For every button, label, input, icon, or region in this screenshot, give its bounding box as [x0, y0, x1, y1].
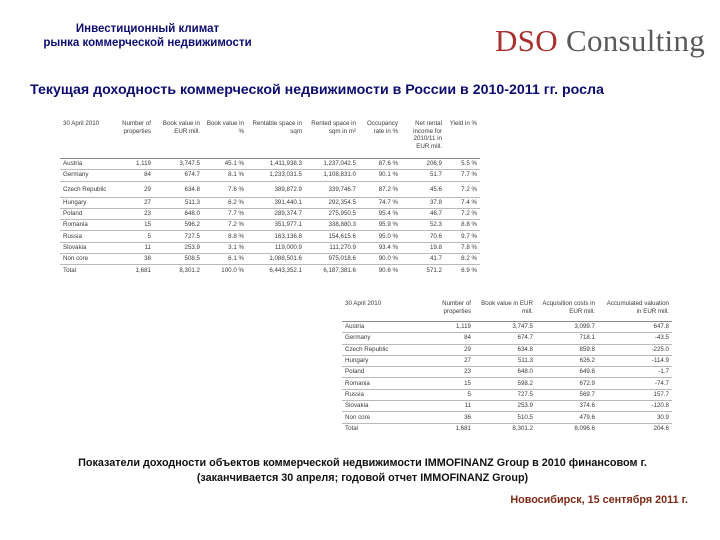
table-cell: 7.7 %: [203, 208, 247, 219]
column-header: Net rental income for 2010/11 in EUR mill.: [401, 118, 445, 159]
table-cell: 7.2 %: [445, 181, 480, 197]
table-cell: 46.7: [401, 208, 445, 219]
yield-table-header-row: [60, 118, 480, 159]
table-cell: 648.0: [474, 367, 536, 378]
row-label-cell: Non core: [60, 254, 118, 265]
table-cell: 510.5: [474, 412, 536, 423]
table-cell: 7.8 %: [445, 242, 480, 253]
row-label-cell: Poland: [342, 367, 424, 378]
table-row: [342, 412, 672, 423]
table-cell: 727.5: [154, 231, 203, 242]
column-header: 30 April 2010: [60, 118, 118, 159]
table-row: [342, 355, 672, 366]
table-row: [342, 378, 672, 389]
table-cell: 23: [118, 208, 154, 219]
table-cell: 3.1 %: [203, 242, 247, 253]
table-cell: 8.8 %: [445, 220, 480, 231]
table-cell: 649.8: [536, 367, 598, 378]
row-label-cell: Slovakia: [60, 242, 118, 253]
table-row: [60, 265, 480, 276]
table-cell: 29: [424, 344, 474, 355]
table-cell: 154,615.6: [305, 231, 359, 242]
table-cell: 7.6 %: [203, 181, 247, 197]
table-cell: 1,411,938.3: [247, 159, 305, 170]
table-cell: 90.0 %: [359, 254, 401, 265]
table-cell: 45.1 %: [203, 159, 247, 170]
table-cell: 19.8: [401, 242, 445, 253]
table-row: [60, 197, 480, 208]
table-cell: 634.8: [154, 181, 203, 197]
table-cell: 36: [424, 412, 474, 423]
table-row: [60, 231, 480, 242]
table-cell: 511.3: [154, 197, 203, 208]
table-cell: 51.7: [401, 170, 445, 181]
table-cell: 253.9: [474, 401, 536, 412]
table-cell: 11: [424, 401, 474, 412]
table-cell: 1,108,831.0: [305, 170, 359, 181]
table-cell: 596.2: [154, 220, 203, 231]
table-cell: 8.1 %: [203, 170, 247, 181]
table-cell: 1,681: [135, 266, 151, 274]
valuation-table-header-row: [342, 298, 672, 322]
table-cell: 15: [424, 378, 474, 389]
table-cell: 569.7: [536, 389, 598, 400]
table-cell: 508.5: [154, 254, 203, 265]
table-cell: 11: [118, 242, 154, 253]
table-cell: 6.1 %: [203, 254, 247, 265]
table-cell: -43.5: [598, 333, 672, 344]
table-cell: 7.2 %: [203, 220, 247, 231]
table-cell: 204.6: [653, 424, 669, 432]
table-cell: 95.0 %: [359, 231, 401, 242]
table-cell: 84: [118, 170, 154, 181]
column-header: Occupancy rate in %: [359, 118, 401, 159]
table-cell: 95.4 %: [359, 208, 401, 219]
table-cell: 5: [424, 389, 474, 400]
valuation-table-grid: [342, 298, 672, 434]
logo-dso: DSO: [495, 23, 558, 58]
row-label-cell: Russia: [342, 389, 424, 400]
table-cell: 389,872.9: [247, 181, 305, 197]
table-cell: 90.1 %: [359, 170, 401, 181]
table-cell: 292,354.5: [305, 197, 359, 208]
table-row: [342, 423, 672, 434]
table-row: [342, 367, 672, 378]
logo-consulting: Consulting: [565, 23, 706, 58]
column-header: Rented space in sqm in m²: [305, 118, 359, 159]
table-row: [60, 254, 480, 265]
caption-line2: (заканчивается 30 апреля; годовой отчет IMMOFINANZ Group): [196, 471, 529, 484]
table-cell: -74.7: [598, 378, 672, 389]
row-label-cell: Austria: [60, 159, 118, 170]
row-label-cell: Czech Republic: [342, 344, 424, 355]
table-cell: 95.9 %: [359, 220, 401, 231]
table-cell: 90.6 %: [378, 266, 398, 274]
row-label-cell: Hungary: [342, 355, 424, 366]
table-cell: 8.2 %: [445, 254, 480, 265]
row-label-cell: Germany: [342, 333, 424, 344]
table-cell: 674.7: [474, 333, 536, 344]
column-header: Acquisition costs in EUR mill.: [536, 298, 598, 322]
table-cell: 5: [118, 231, 154, 242]
valuation-table: [342, 298, 672, 439]
table-cell: 119,000.9: [247, 242, 305, 253]
table-cell: 374.6: [536, 401, 598, 412]
table-cell: 511.3: [474, 355, 536, 366]
column-header: Book value in EUR mill.: [474, 298, 536, 322]
column-header: Yield in %: [445, 118, 480, 159]
table-cell: 289,374.7: [247, 208, 305, 219]
row-label-cell: Romania: [60, 220, 118, 231]
slide-caption: [30, 456, 695, 485]
table-cell: 29: [118, 181, 154, 197]
table-cell: 1,681: [455, 424, 471, 432]
table-cell: 7.2 %: [445, 208, 480, 219]
table-cell: 27: [118, 197, 154, 208]
table-cell: 338,880.3: [305, 220, 359, 231]
row-label-cell: Romania: [342, 378, 424, 389]
table-cell: -1.7: [598, 367, 672, 378]
table-cell: 157.7: [598, 389, 672, 400]
table-cell: 648.0: [154, 208, 203, 219]
caption-line1: Показатели доходности объектов коммерческой недвижимости IMMOFINANZ Group в 2010 финансовом г.: [78, 457, 647, 469]
table-cell: 93.4 %: [359, 242, 401, 253]
yield-table: [60, 118, 480, 288]
table-cell: 100.0 %: [221, 266, 244, 274]
table-cell: 6.9 %: [461, 266, 477, 274]
header-title: [20, 22, 275, 50]
row-label-cell: Hungary: [60, 197, 118, 208]
table-cell: 1,237,042.5: [305, 159, 359, 170]
table-cell: 37.8: [401, 197, 445, 208]
slide-headline: Текущая доходность коммерческой недвижимости в России в 2010-2011 гг. росла: [30, 82, 604, 98]
column-header: Number of properties: [424, 298, 474, 322]
table-cell: 634.8: [474, 344, 536, 355]
table-row: [60, 220, 480, 231]
table-cell: 30.9: [598, 412, 672, 423]
table-cell: -114.9: [598, 355, 672, 366]
row-label-cell: Germany: [60, 170, 118, 181]
column-header: Rentable space in sqm: [247, 118, 305, 159]
table-row: [60, 242, 480, 253]
row-label-cell: Total: [345, 424, 359, 432]
table-cell: 1,119: [118, 159, 154, 170]
column-header: Accumulated valuation in EUR mill.: [598, 298, 672, 322]
table-cell: 975,018.6: [305, 254, 359, 265]
table-cell: 87.6 %: [359, 159, 401, 170]
yield-table-grid: [60, 118, 480, 276]
table-cell: 647.8: [598, 322, 672, 333]
row-label-cell: Slovakia: [342, 401, 424, 412]
row-label-cell: Total: [63, 266, 77, 274]
table-cell: 52.3: [401, 220, 445, 231]
table-cell: 9.7 %: [445, 231, 480, 242]
table-cell: -225.0: [598, 344, 672, 355]
dso-consulting-logo: [495, 22, 705, 60]
table-cell: 3,747.5: [154, 159, 203, 170]
presentation-date: Новосибирск, 15 сентября 2011 г.: [510, 494, 688, 506]
table-cell: 351,977.1: [247, 220, 305, 231]
row-label-cell: Austria: [342, 322, 424, 333]
table-cell: 27: [424, 355, 474, 366]
table-cell: 1,233,031.5: [247, 170, 305, 181]
table-cell: 727.5: [474, 389, 536, 400]
table-cell: 8,096.6: [574, 424, 595, 432]
table-cell: 391,440.1: [247, 197, 305, 208]
table-cell: 3,747.5: [474, 322, 536, 333]
table-cell: 6,187,381.6: [323, 266, 356, 274]
table-cell: 15: [118, 220, 154, 231]
table-cell: 275,950.5: [305, 208, 359, 219]
table-row: [60, 159, 480, 170]
table-cell: 23: [424, 367, 474, 378]
table-cell: 8,301.2: [512, 424, 533, 432]
table-cell: 7.7 %: [445, 170, 480, 181]
table-row: [342, 389, 672, 400]
column-header: Number of properties: [118, 118, 154, 159]
table-cell: 8.8 %: [203, 231, 247, 242]
table-cell: 163,136.8: [247, 231, 305, 242]
table-cell: 70.6: [401, 231, 445, 242]
table-cell: 3,099.7: [536, 322, 598, 333]
table-cell: 111,270.9: [305, 242, 359, 253]
table-cell: 6,443,352.1: [269, 266, 302, 274]
row-label-cell: Czech Republic: [60, 181, 118, 197]
table-cell: 84: [424, 333, 474, 344]
column-header: Book value in %: [203, 118, 247, 159]
header-title-line2: рынка коммерческой недвижимости: [43, 37, 252, 49]
table-cell: 571.2: [426, 266, 442, 274]
table-row: [342, 344, 672, 355]
table-cell: 6.2 %: [203, 197, 247, 208]
table-cell: -120.8: [598, 401, 672, 412]
table-row: [342, 333, 672, 344]
row-label-cell: Non core: [342, 412, 424, 423]
table-cell: 45.6: [401, 181, 445, 197]
table-cell: 1,088,501.6: [247, 254, 305, 265]
table-cell: 38: [118, 254, 154, 265]
table-cell: 8,301.2: [179, 266, 200, 274]
table-cell: 74.7 %: [359, 197, 401, 208]
header-title-line1: Инвестиционный климат: [75, 23, 220, 35]
table-cell: 859.8: [536, 344, 598, 355]
row-label-cell: Russia: [60, 231, 118, 242]
table-row: [342, 401, 672, 412]
table-cell: 87.2 %: [359, 181, 401, 197]
table-cell: 718.1: [536, 333, 598, 344]
table-cell: 41.7: [401, 254, 445, 265]
table-cell: 1,119: [424, 322, 474, 333]
table-row: [60, 170, 480, 181]
table-cell: 253.9: [154, 242, 203, 253]
table-cell: 206.9: [401, 159, 445, 170]
column-header: 30 April 2010: [342, 298, 424, 322]
table-cell: 479.6: [536, 412, 598, 423]
table-cell: 5.5 %: [445, 159, 480, 170]
table-cell: 7.4 %: [445, 197, 480, 208]
table-row: [342, 322, 672, 333]
table-cell: 672.9: [536, 378, 598, 389]
table-cell: 339,746.7: [305, 181, 359, 197]
row-label-cell: Poland: [60, 208, 118, 219]
table-cell: 598.2: [474, 378, 536, 389]
table-row: [60, 181, 480, 197]
table-row: [60, 208, 480, 219]
table-cell: 626.2: [536, 355, 598, 366]
column-header: Book value in EUR mill.: [154, 118, 203, 159]
table-cell: 674.7: [154, 170, 203, 181]
